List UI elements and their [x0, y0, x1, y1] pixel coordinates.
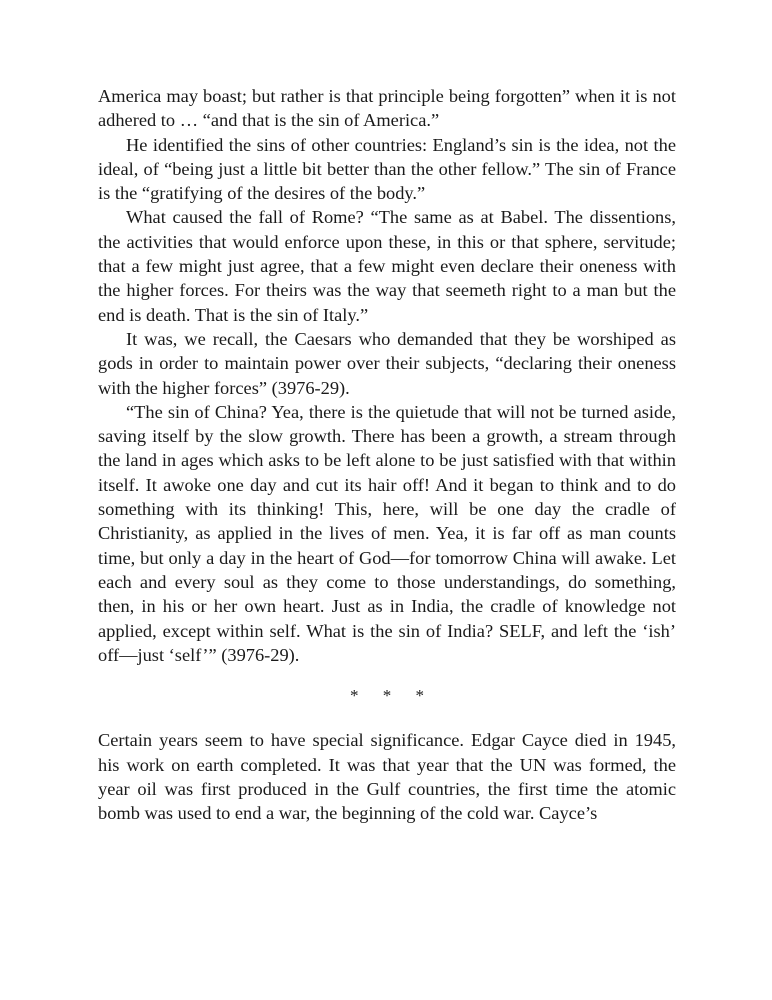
- paragraph: “The sin of China? Yea, there is the quietude that will not be turned aside, saving itself by the slow growth. There has been a growth, a stream through the land in ages which asks to be left alone to be just satisfied with that within itself. It awoke one day and cut its hair off! And it began to think and to do something with its thinking! This, here, will be one day the cradle of Christianity, as applied in the lives of men. Yea, it is far off as man counts time, but only a day in the heart of God—for tomorrow China will awake. Let each and every soul as they come to those understandings, do something, then, in his or her own heart. Just as in India, the cradle of knowledge not applied, except within self. What is the sin of India? SELF, and left the ‘ish’ off—just ‘self’” (3976-29).: [98, 401, 676, 665]
- paragraph: Certain years seem to have special significance. Edgar Cayce died in 1945, his work on earth completed. It was that year that the UN was formed, the year oil was first produced in the Gulf countries, the first time the atomic bomb was used to end a war, the beginning of the cold war. Cayce’s: [98, 730, 676, 824]
- paragraph: What caused the fall of Rome? “The same as at Babel. The dissentions, the activities that would enforce upon these, in this or that sphere, servitude; that a few might just agree, that a few might even declare their oneness with the higher forces. For theirs was the way that seemeth right to a man but the end is death. That is the sin of Italy.”: [98, 207, 676, 325]
- page-body: [98, 84, 676, 826]
- section-separator: * * *: [350, 686, 434, 706]
- paragraph: It was, we recall, the Caesars who demanded that they be worshiped as gods in order to maintain power over their subjects, “declaring their oneness with the higher forces” (3976-29).: [98, 328, 676, 398]
- paragraph: He identified the sins of other countries: England’s sin is the idea, not the ideal, of “being just a little bit better than the other fellow.” The sin of France is the “gratifying of the desires of the body.”: [98, 134, 676, 204]
- paragraph: America may boast; but rather is that principle being forgotten” when it is not adhered to … “and that is the sin of America.”: [98, 86, 676, 131]
